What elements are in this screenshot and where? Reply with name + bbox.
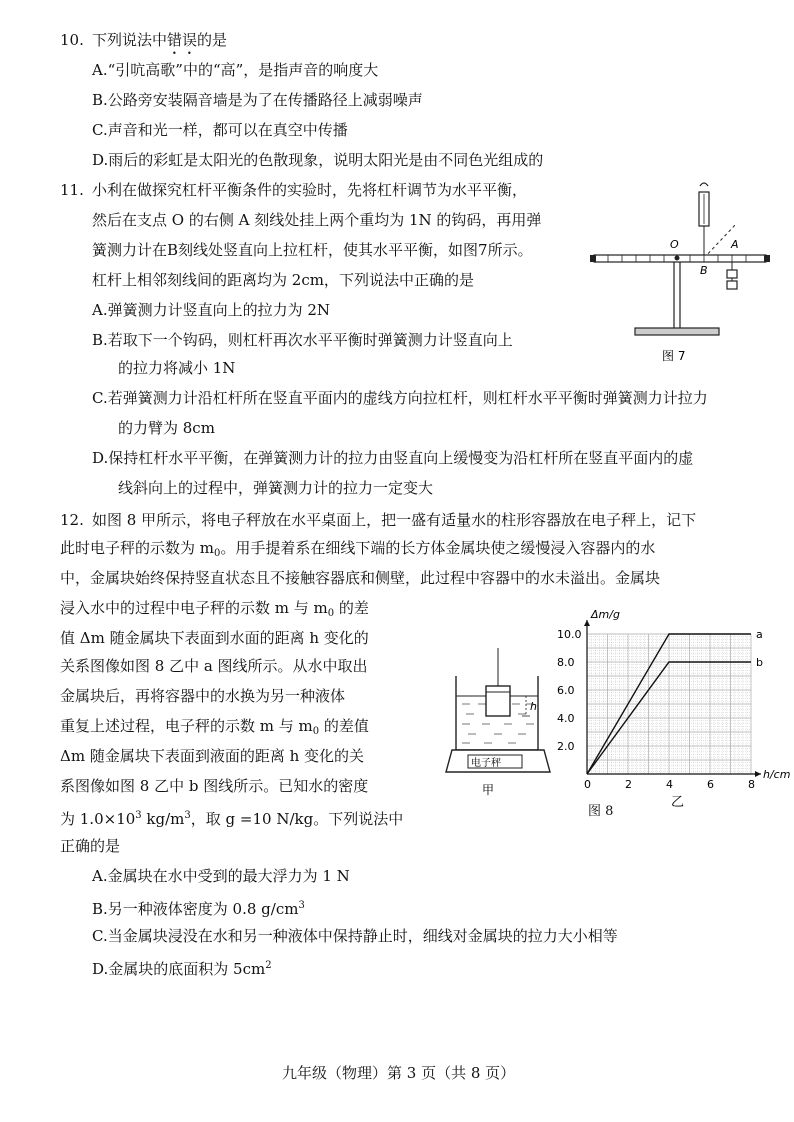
series-label-b: b — [756, 656, 763, 669]
q11-option-a: A.弹簧测力计竖直向上的拉力为 2N — [92, 301, 331, 319]
q10-option-d: D.雨后的彩虹是太阳光的色散现象，说明太阳光是由不同色光组成的 — [92, 151, 544, 169]
spring-scale-icon — [699, 183, 709, 258]
series-label-a: a — [756, 628, 763, 641]
y-tick-label: 8.0 — [557, 656, 575, 669]
x-tick-label: 4 — [666, 778, 673, 791]
q11-option-d-1: D.保持杠杆水平平衡，在弹簧测力计的拉力由竖直向上缓慢变为沿杠杆所在竖直平面内的虚 — [92, 449, 694, 467]
q11-option-b-2: 的拉力将减小 1N — [118, 359, 236, 377]
y-tick-label: 6.0 — [557, 684, 575, 697]
q12-line-6: 关系图像如图 8 乙中 a 图线所示。从水中取出 — [60, 657, 368, 675]
y-tick-label: 4.0 — [557, 712, 575, 725]
q10-number: 10. — [60, 31, 84, 49]
label-a: A — [731, 238, 739, 251]
q11-line-1: 小利在做探究杠杆平衡条件的实验时，先将杠杆调节为水平平衡， — [92, 181, 528, 199]
q11-line-3: 簧测力计在B刻线处竖直向上拉杠杆，使其水平平衡，如图7所示。 — [92, 241, 533, 259]
q11-line-4: 杠杆上相邻刻线间的距离均为 2cm，下列说法中正确的是 — [92, 271, 474, 289]
q12-line-3: 中，金属块始终保持竖直状态且不接触容器底和侧壁，此过程中容器中的水未溢出。金属块 — [60, 569, 661, 587]
figure-8-jia-label: 甲 — [482, 783, 495, 797]
q12-line-1: 如图 8 甲所示，将电子秤放在水平桌面上，把一盛有适量水的柱形容器放在电子秤上，记下 — [92, 511, 697, 529]
q12-option-b: B.另一种液体密度为 0.8 $g/cm^3$ — [92, 900, 305, 918]
q12-line-2: 此时电子秤的示数为 $m_0$。用手提着系在细线下端的长方体金属块使之缓慢浸入容器内的水 — [60, 539, 656, 559]
y-axis-arrow — [584, 620, 590, 626]
q12-line-12: 正确的是 — [60, 837, 121, 855]
y-tick-label: 2.0 — [557, 740, 575, 753]
q11-option-b-1: B.若取下一个钩码，则杠杆再次水平平衡时弹簧测力计竖直向上 — [92, 331, 513, 349]
q10-option-c: C.声音和光一样，都可以在真空中传播 — [92, 121, 348, 139]
x-tick-label: 8 — [748, 778, 755, 791]
q12-line-9: Δm 随金属块下表面到液面的距离 h 变化的关 — [60, 747, 365, 765]
figure-7-caption: 图 7 — [662, 349, 686, 363]
x-tick-label: 6 — [707, 778, 714, 791]
x-tick-label: 2 — [625, 778, 632, 791]
q12-line-7: 金属块后，再将容器中的水换为另一种液体 — [60, 687, 346, 705]
x-tick-label: 0 — [584, 778, 591, 791]
q10-option-a: A.“引吭高歌”中的“高”，是指声音的响度大 — [92, 61, 379, 79]
q11-option-d-2: 线斜向上的过程中，弹簧测力计的拉力一定变大 — [118, 479, 434, 497]
lever-base — [635, 328, 719, 335]
q11-line-2: 然后在支点 O 的右侧 A 刻线处挂上两个重均为 1N 的钩码，再用弹 — [92, 211, 542, 229]
y-tick-label: 10.0 — [557, 628, 582, 641]
q12-line-11: 为 $1.0\times 10^3$ $kg/m^3$，取 g =10 N/kg。下列说法中 — [60, 810, 404, 828]
metal-block — [486, 686, 510, 716]
figure-8-caption: 图 8 — [588, 804, 614, 819]
q11-option-c-2: 的力臂为 8cm — [118, 419, 215, 437]
q11-option-c-1: C.若弹簧测力计沿杠杆所在竖直平面内的虚线方向拉杠杆，则杠杆水平平衡时弹簧测力计拉力 — [92, 389, 708, 407]
q11-number: 11. — [60, 181, 84, 199]
q12-line-4: 浸入水中的过程中电子秤的示数 m 与 $m_0$ 的差 — [60, 599, 369, 619]
y-axis-label: Δm/g — [591, 608, 620, 621]
h-label: h — [530, 700, 537, 713]
figure-8-jia — [438, 648, 558, 798]
q10-stem: 下列说法中错误的是 — [92, 31, 228, 49]
q12-option-c: C.当金属块浸没在水和另一种液体中保持静止时，细线对金属块的拉力大小相等 — [92, 927, 618, 945]
q12-option-a: A.金属块在水中受到的最大浮力为 1 N — [92, 867, 350, 885]
q12-number: 12. — [60, 511, 84, 529]
chart-labels — [557, 608, 790, 810]
q12-line-5: 值 Δm 随金属块下表面到水面的距离 h 变化的 — [60, 629, 369, 647]
figure-8-yi-label: 乙 — [671, 795, 685, 810]
label-o: O — [670, 238, 679, 251]
page-footer: 九年级（物理）第 3 页（共 8 页） — [282, 1064, 516, 1082]
q12-option-d: D.金属块的底面积为 $5cm^2$ — [92, 960, 272, 978]
x-axis-arrow — [755, 771, 761, 777]
q10-option-b: B.公路旁安装隔音墙是为了在传播路径上减弱噪声 — [92, 91, 423, 109]
figure-8-chart — [555, 606, 791, 824]
q10-emphasis: 错误 — [167, 31, 198, 49]
x-axis-label: h/cm — [763, 768, 791, 781]
pivot-point — [675, 256, 680, 261]
label-b: B — [700, 264, 708, 277]
lever-bar — [594, 255, 766, 262]
hook-weights-icon — [727, 262, 737, 289]
q12-line-10: 系图像如图 8 乙中 b 图线所示。已知水的密度 — [60, 777, 369, 795]
figure-7-lever — [590, 178, 770, 373]
q12-line-8: 重复上述过程，电子秤的示数 m 与 $m_0$ 的差值 — [60, 717, 369, 737]
scale-label: 电子秤 — [471, 758, 501, 769]
chart-grid — [587, 634, 751, 774]
